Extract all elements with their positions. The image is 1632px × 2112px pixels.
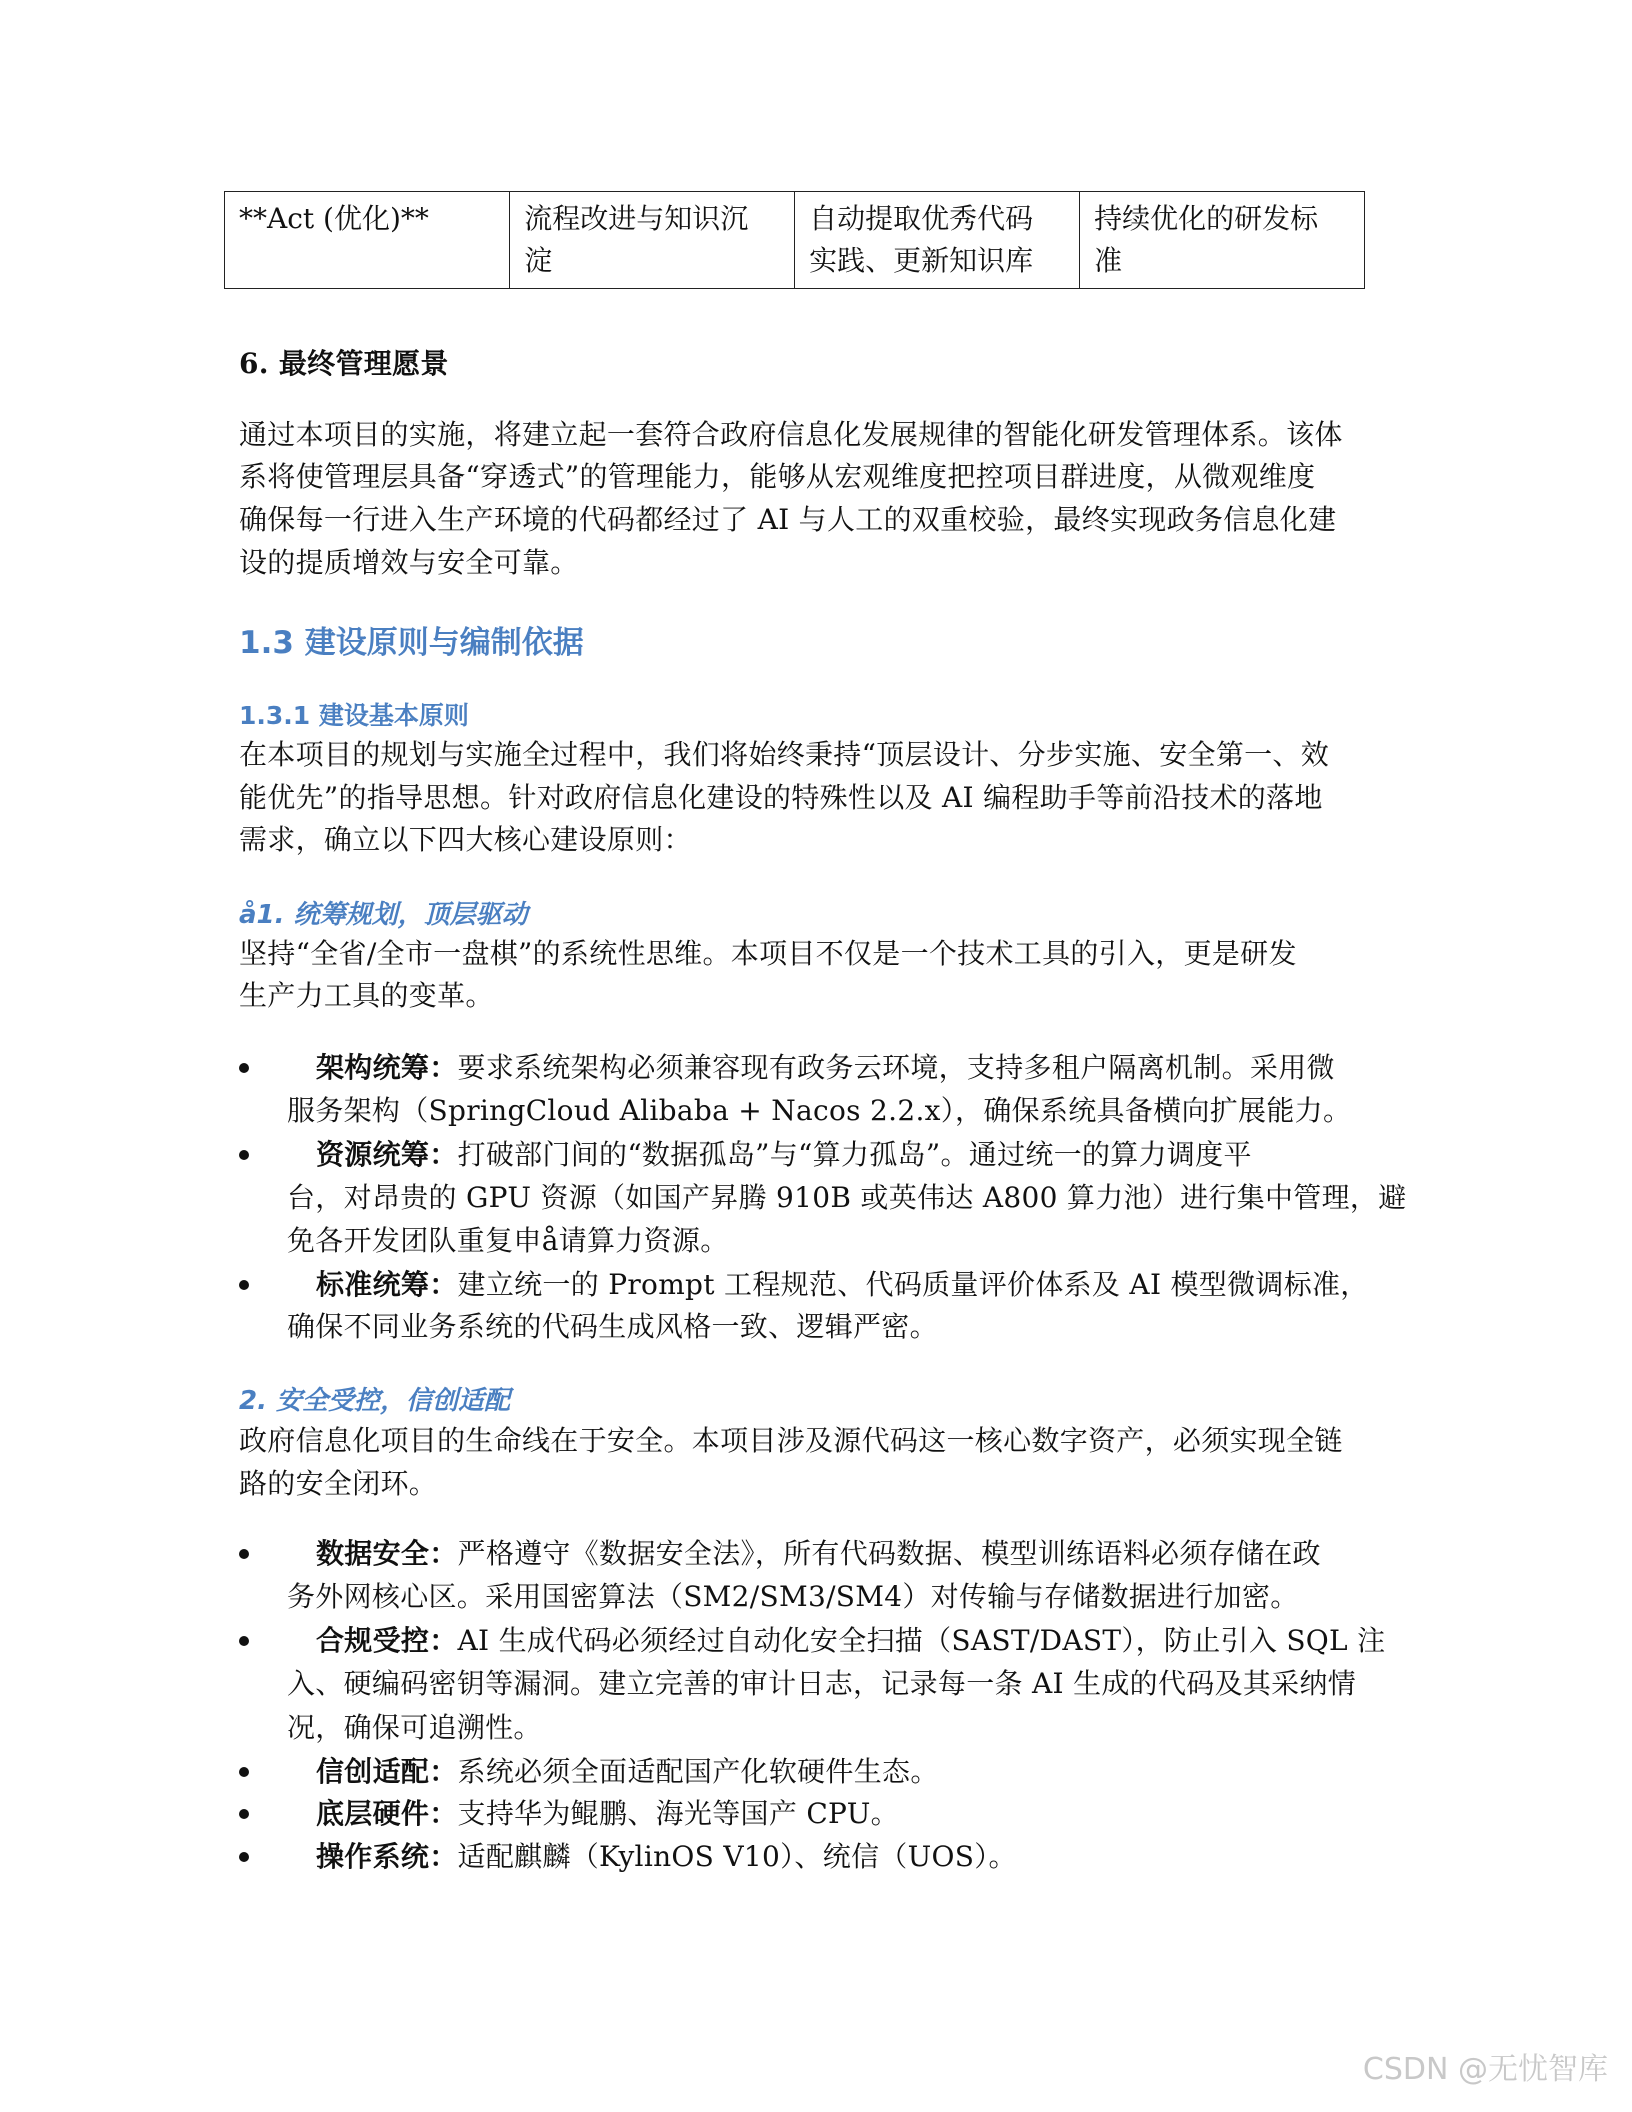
- cell-line: 自动提取优秀代码: [809, 202, 1034, 235]
- bullet-text: 打破部门间的“数据孤岛”与“算力孤岛”。通过统一的算力调度平: [457, 1138, 1252, 1171]
- paragraph-line: 需求，确立以下四大核心建设原则：: [239, 823, 692, 856]
- table-cell: **Act (优化)**: [225, 192, 510, 289]
- cell-line: 流程改进与知识沉: [524, 202, 749, 235]
- table-cell: [510, 192, 795, 289]
- bullet-icon: [239, 1767, 249, 1777]
- bullet-line: 确保不同业务系统的代码生成风格一致、逻辑严密。: [287, 1310, 938, 1343]
- paragraph-line: 路的安全闭环。: [239, 1467, 438, 1500]
- bullet-line: [287, 1263, 1369, 1306]
- bullet-label: 操作系统：: [316, 1840, 458, 1873]
- csdn-watermark: CSDN @无忧智库: [1362, 2052, 1608, 2087]
- section-1-3-heading: 1.3 建设原则与编制依据: [239, 625, 584, 661]
- paragraph-line: 通过本项目的实施，将建立起一套符合政府信息化发展规律的智能化研发管理体系。该体: [239, 418, 1343, 451]
- paragraph-line: 在本项目的规划与实施全过程中，我们将始终秉持“顶层设计、分步实施、安全第一、效: [239, 738, 1330, 771]
- bullet-line: 免各开发团队重复申å请算力资源。: [287, 1224, 729, 1257]
- bullet-icon: [239, 1280, 249, 1290]
- table-cell: [1080, 192, 1365, 289]
- paragraph-line: 生产力工具的变革。: [239, 979, 494, 1012]
- bullet-line: [287, 1133, 1252, 1176]
- bullet-line: [287, 1532, 1321, 1575]
- bullet-label: 信创适配：: [316, 1755, 458, 1788]
- bullet-icon: [239, 1636, 249, 1646]
- bullet-line: [287, 1619, 1385, 1662]
- principle-2-heading: 2. 安全受控，信创适配: [239, 1386, 511, 1416]
- bullet-text: 要求系统架构必须兼容现有政务云环境，支持多租户隔离机制。采用微: [457, 1051, 1335, 1084]
- bullet-text: 建立统一的 Prompt 工程规范、代码质量评价体系及 AI 模型微调标准，: [457, 1268, 1369, 1301]
- cell-line: 淀: [524, 244, 553, 277]
- bullet-text: AI 生成代码必须经过自动化安全扫描（SAST/DAST），防止引入 SQL 注: [457, 1624, 1386, 1657]
- bullet-line: 台，对昂贵的 GPU 资源（如国产昇腾 910B 或英伟达 A800 算力池）进行集中管理，避: [287, 1181, 1407, 1214]
- paragraph-line: 确保每一行进入生产环境的代码都经过了 AI 与人工的双重校验，最终实现政务信息化建: [239, 503, 1337, 536]
- bullet-icon: [239, 1809, 249, 1819]
- cell-line: 持续优化的研发标: [1094, 202, 1319, 235]
- bullet-text: 系统必须全面适配国产化软硬件生态。: [457, 1755, 939, 1788]
- bullet-label: 底层硬件：: [316, 1797, 458, 1830]
- bullet-line: [287, 1750, 939, 1793]
- bullet-text: 支持华为鲲鹏、海光等国产 CPU。: [457, 1797, 899, 1830]
- bullet-label: 架构统筹：: [316, 1051, 458, 1084]
- bullet-icon: [239, 1852, 249, 1862]
- table-row: [225, 192, 1365, 289]
- bullet-icon: [239, 1549, 249, 1559]
- paragraph-line: 政府信息化项目的生命线在于安全。本项目涉及源代码这一核心数字资产，必须实现全链: [239, 1424, 1343, 1457]
- paragraph-line: 设的提质增效与安全可靠。: [239, 546, 579, 579]
- bullet-text: 严格遵守《数据安全法》，所有代码数据、模型训练语料必须存储在政: [457, 1537, 1321, 1570]
- bullet-icon: [239, 1150, 249, 1160]
- bullet-label: 合规受控：: [316, 1624, 458, 1657]
- bullet-line: [287, 1835, 1017, 1878]
- paragraph-line: 系将使管理层具备“穿透式”的管理能力，能够从宏观维度把控项目群进度，从微观维度: [239, 460, 1316, 493]
- bullet-line: [287, 1046, 1335, 1089]
- bullet-label: 标准统筹：: [316, 1268, 458, 1301]
- principle-1-heading: å1. 统筹规划，顶层驱动: [239, 900, 528, 930]
- section-6-heading: 6. 最终管理愿景: [239, 347, 449, 380]
- bullet-line: 入、硬编码密钥等漏洞。建立完善的审计日志，记录每一条 AI 生成的代码及其采纳情: [287, 1667, 1357, 1700]
- bullet-line: 况，确保可追溯性。: [287, 1711, 542, 1744]
- bullet-text: 适配麒麟（KylinOS V10）、统信（UOS）。: [457, 1840, 1017, 1873]
- bullet-label: 资源统筹：: [316, 1138, 458, 1171]
- bullet-icon: [239, 1063, 249, 1073]
- cell-line: 准: [1094, 244, 1123, 277]
- pdca-table: [224, 191, 1365, 289]
- bullet-line: 务外网核心区。采用国密算法（SM2/SM3/SM4）对传输与存储数据进行加密。: [287, 1580, 1299, 1613]
- bullet-line: [287, 1792, 899, 1835]
- bullet-line: 服务架构（SpringCloud Alibaba + Nacos 2.2.x），确保系统具备横向扩展能力。: [287, 1094, 1352, 1127]
- cell-line: 实践、更新知识库: [809, 244, 1034, 277]
- section-1-3-1-heading: 1.3.1 建设基本原则: [239, 701, 469, 730]
- paragraph-line: 坚持“全省/全市一盘棋”的系统性思维。本项目不仅是一个技术工具的引入，更是研发: [239, 937, 1297, 970]
- table-cell: [795, 192, 1080, 289]
- bullet-label: 数据安全：: [316, 1537, 458, 1570]
- paragraph-line: 能优先”的指导思想。针对政府信息化建设的特殊性以及 AI 编程助手等前沿技术的落地: [239, 781, 1323, 814]
